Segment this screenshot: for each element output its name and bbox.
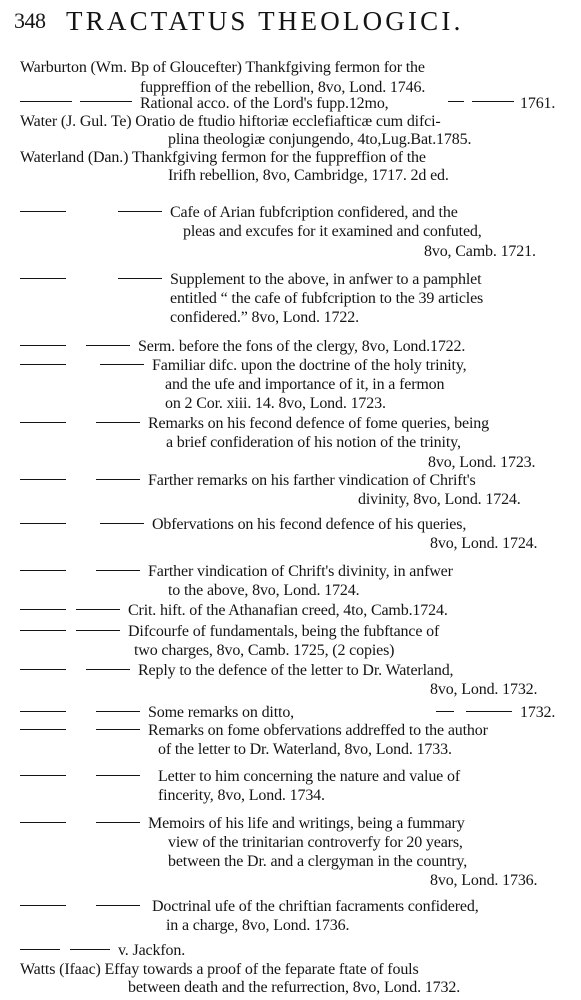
entry-line: between the Dr. and a clergyman in the country, bbox=[168, 853, 468, 870]
entry-line: v. Jackfon. bbox=[118, 942, 186, 959]
entry-line: Letter to him concerning the nature and value of bbox=[158, 768, 461, 785]
entry-line: a brief confideration of his notion of the trinity, bbox=[166, 434, 461, 451]
ditto-dash bbox=[86, 669, 130, 670]
entry-line: to the above, 8vo, Lond. 1724. bbox=[168, 582, 360, 599]
entry-line: Rational acco. of the Lord's fupp.12mo, bbox=[140, 95, 389, 112]
ditto-dash bbox=[20, 211, 66, 212]
entry-line: fuppreffion of the rebellion, 8vo, Lond. 1746. bbox=[140, 79, 426, 96]
entry-line: 8vo, Lond. 1736. bbox=[430, 872, 538, 889]
ditto-dash bbox=[96, 479, 140, 480]
entry-line: entitled “ the cafe of fubfcription to the 39 articles bbox=[170, 290, 484, 307]
ditto-dash bbox=[20, 949, 60, 950]
ditto-dash bbox=[20, 278, 66, 279]
entry-line: 8vo, Lond. 1724. bbox=[430, 535, 538, 552]
ditto-dash bbox=[118, 278, 162, 279]
entry-line: on 2 Cor. xiii. 14. 8vo, Lond. 1723. bbox=[165, 395, 386, 412]
entry-line: Reply to the defence of the letter to Dr. Waterland, bbox=[138, 662, 454, 679]
entry-line: Some remarks on ditto, bbox=[148, 704, 295, 721]
entry-line: 8vo, Lond. 1732. bbox=[430, 681, 538, 698]
ditto-dash bbox=[118, 211, 162, 212]
entry-line: two charges, 8vo, Camb. 1725, (2 copies) bbox=[134, 642, 395, 659]
ditto-dash bbox=[20, 609, 66, 610]
entry-line: Familiar difc. upon the doctrine of the holy trinity, bbox=[152, 357, 467, 374]
entry-line: fincerity, 8vo, Lond. 1734. bbox=[158, 787, 325, 804]
entry-line: Memoirs of his life and writings, being a fummary bbox=[148, 815, 465, 832]
ditto-dash bbox=[86, 345, 130, 346]
ditto-dash bbox=[20, 669, 66, 670]
entry-line: in a charge, 8vo, Lond. 1736. bbox=[166, 917, 350, 934]
ditto-dash bbox=[20, 775, 66, 776]
entry-line: Water (J. Gul. Te) Oratio de ftudio hiftoriæ ecclefiafticæ cum difci- bbox=[20, 113, 441, 130]
ditto-dash bbox=[96, 570, 140, 571]
entry-line: Farther vindication of Chrift's divinity, in anfwer bbox=[148, 563, 453, 580]
ditto-dash bbox=[20, 905, 66, 906]
ditto-dash bbox=[448, 101, 464, 102]
ditto-dash bbox=[100, 364, 144, 365]
ditto-dash bbox=[472, 101, 514, 102]
page-number: 348 bbox=[14, 8, 46, 33]
ditto-dash bbox=[20, 422, 66, 423]
entry-line: divinity, 8vo, Lond. 1724. bbox=[358, 491, 521, 508]
entry-line: and the ufe and importance of it, in a fermon bbox=[165, 376, 445, 393]
ditto-dash bbox=[76, 609, 120, 610]
ditto-dash bbox=[76, 630, 120, 631]
entry-line: 1732. bbox=[520, 704, 556, 721]
entry-line: Difcourfe of fundamentals, being the fubftance of bbox=[128, 623, 440, 640]
entry-line: of the letter to Dr. Waterland, 8vo, Lond. 1733. bbox=[158, 741, 452, 758]
entry-line: 8vo, Camb. 1721. bbox=[424, 243, 536, 260]
entry-line: plina theologiæ conjungendo, 4to,Lug.Bat.1785. bbox=[168, 131, 472, 148]
ditto-dash bbox=[80, 101, 132, 102]
entry-line: pleas and excufes for it examined and confuted, bbox=[183, 223, 482, 240]
entry-line: Watts (Ifaac) Effay towards a proof of the feparate ftate of fouls bbox=[20, 961, 419, 978]
running-title: TRACTATUS THEOLOGICI. bbox=[66, 6, 464, 36]
ditto-dash bbox=[96, 905, 140, 906]
entry-line: Remarks on fome obfervations addreffed to the author bbox=[148, 722, 488, 739]
ditto-dash bbox=[20, 711, 66, 712]
ditto-dash bbox=[96, 422, 140, 423]
ditto-dash bbox=[100, 523, 144, 524]
ditto-dash bbox=[20, 729, 66, 730]
ditto-dash bbox=[96, 729, 140, 730]
entry-line: 1761. bbox=[520, 95, 556, 112]
entry-line: Waterland (Dan.) Thankfgiving fermon for the fuppreffion of the bbox=[20, 149, 426, 166]
ditto-dash bbox=[96, 711, 140, 712]
entry-line: confidered.” 8vo, Lond. 1722. bbox=[170, 309, 359, 326]
ditto-dash bbox=[20, 345, 66, 346]
entry-line: Supplement to the above, in anfwer to a pamphlet bbox=[170, 271, 482, 288]
ditto-dash bbox=[70, 949, 110, 950]
entry-line: Farther remarks on his farther vindication of Chrift's bbox=[148, 472, 476, 489]
entry-line: 8vo, Lond. 1723. bbox=[428, 454, 536, 471]
ditto-dash bbox=[20, 630, 66, 631]
ditto-dash bbox=[96, 822, 140, 823]
entry-line: Obfervations on his fecond defence of his queries, bbox=[152, 516, 467, 533]
ditto-dash bbox=[20, 101, 72, 102]
ditto-dash bbox=[20, 570, 66, 571]
entry-line: Cafe of Arian fubfcription confidered, and the bbox=[170, 204, 458, 221]
ditto-dash bbox=[20, 479, 66, 480]
ditto-dash bbox=[436, 711, 454, 712]
entry-line: Irifh rebellion, 8vo, Cambridge, 1717. 2d ed. bbox=[168, 167, 449, 184]
entry-line: between death and the refurrection, 8vo, Lond. 1732. bbox=[128, 979, 461, 996]
entry-line: Warburton (Wm. Bp of Gloucefter) Thankfgiving fermon for the bbox=[20, 59, 425, 76]
entry-line: Serm. before the fons of the clergy, 8vo, Lond.1722. bbox=[138, 338, 466, 355]
ditto-dash bbox=[20, 364, 66, 365]
entry-line: Crit. hift. of the Athanafian creed, 4to, Camb.1724. bbox=[128, 602, 448, 619]
entry-line: Remarks on his fecond defence of fome queries, being bbox=[148, 415, 489, 432]
ditto-dash bbox=[96, 775, 140, 776]
ditto-dash bbox=[466, 711, 512, 712]
ditto-dash bbox=[20, 822, 66, 823]
entry-line: view of the trinitarian controverfy for 20 years, bbox=[168, 834, 463, 851]
page-header bbox=[14, 6, 574, 46]
entry-line: Doctrinal ufe of the chriftian facraments confidered, bbox=[152, 898, 479, 915]
ditto-dash bbox=[20, 523, 66, 524]
